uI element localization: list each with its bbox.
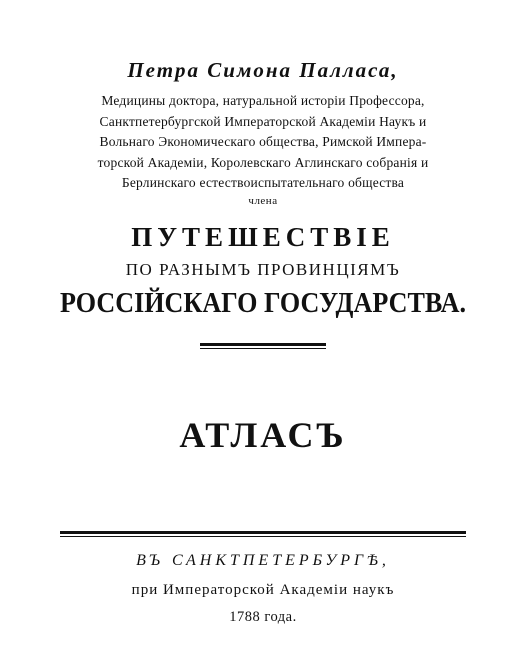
book-title: ПУТЕШЕСТВІЕ: [131, 222, 395, 252]
imprint-press: при Императорской Академіи наукъ: [131, 582, 395, 598]
author-credentials-line: Санктпетербургской Императорской Академіи Наукъ и: [99, 114, 427, 129]
imprint-place: ВЪ САНКТПЕТЕРБУРГѢ,: [136, 552, 390, 569]
author-name: Петра Симона Палласа,: [127, 58, 399, 82]
book-subtitle-state: РОССІЙСКАГО ГОСУДАРСТВА.: [59, 287, 467, 319]
member-word: члена: [248, 195, 278, 207]
rule-thick-line: [60, 531, 466, 534]
author-credentials-line: Вольнаго Экономическаго общества, Римской Импера-: [99, 134, 427, 149]
rule-thick-line: [200, 343, 326, 346]
double-rule-divider: [200, 343, 326, 350]
atlas-heading: АТЛАСЪ: [179, 415, 347, 455]
rule-thin-line: [60, 536, 466, 537]
author-credentials-line: Берлинскаго естествоиспытательнаго общества: [121, 175, 405, 190]
book-subtitle: ПО РАЗНЫМЪ ПРОВИНЦІЯМЪ: [125, 260, 401, 279]
double-rule-divider: [60, 531, 466, 538]
imprint-year: 1788 года.: [229, 609, 297, 625]
rule-thin-line: [200, 348, 326, 349]
author-credentials-line: торской Академіи, Королевскаго Аглинскаго собранія и: [97, 155, 429, 170]
author-credentials-line: Медицины доктора, натуральной исторіи Профессора,: [101, 93, 425, 108]
